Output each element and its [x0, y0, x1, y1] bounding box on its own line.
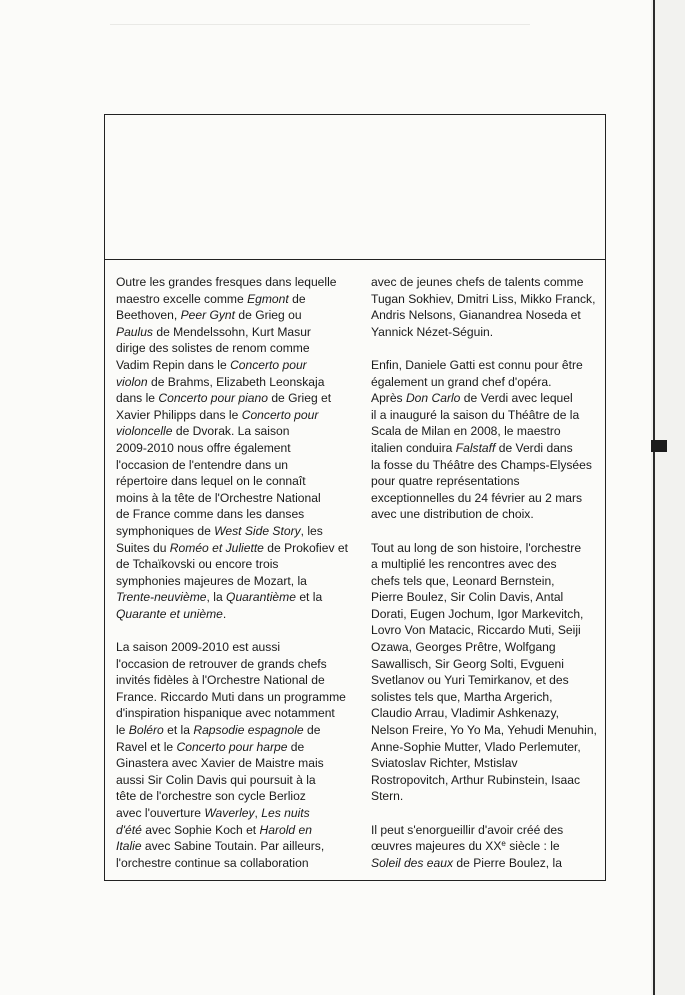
- text-run: invités fidèles à l'Orchestre National de: [116, 673, 325, 688]
- text-run: Italie: [116, 839, 142, 854]
- text-run: Beethoven,: [116, 308, 181, 323]
- paragraph: [116, 639, 353, 871]
- text-run: Lovro Von Matacic, Riccardo Muti, Seiji: [371, 623, 581, 638]
- text-run: de Verdi dans: [495, 440, 573, 455]
- text-run: Suites du: [116, 540, 170, 555]
- text-run: Ginastera avec Xavier de Maistre mais: [116, 756, 324, 771]
- text-run: il a inauguré la saison du Théâtre de la: [371, 407, 580, 422]
- text-run: Xavier Philipps dans le: [116, 407, 242, 422]
- text-run: moins à la tête de l'Orchestre National: [116, 490, 321, 505]
- text-run: , les: [300, 523, 323, 538]
- text-run: Andris Nelsons, Gianandrea Noseda et: [371, 308, 581, 323]
- text-run: Quarante et unième: [116, 606, 223, 621]
- text-run: Stern.: [371, 789, 404, 804]
- text-run: Scala de Milan en 2008, le maestro: [371, 424, 561, 439]
- text-run: aussi Sir Colin Davis qui poursuit à la: [116, 772, 316, 787]
- text-run: de Tchaïkovski ou encore trois: [116, 557, 279, 572]
- text-run: Harold en: [259, 822, 312, 837]
- text-run: Anne-Sophie Mutter, Vlado Perlemuter,: [371, 739, 581, 754]
- paragraph: [116, 274, 353, 622]
- text-run: France. Riccardo Muti dans un programme: [116, 689, 346, 704]
- text-run: le: [116, 723, 129, 738]
- text-run: avec Sophie Koch et: [141, 822, 260, 837]
- empty-image-area: [105, 115, 605, 260]
- text-run: Waverley: [204, 806, 255, 820]
- left-column: [116, 274, 353, 871]
- text-run: avec l'ouverture: [116, 806, 205, 820]
- text-run: et la: [295, 590, 323, 605]
- text-run: Concerto pour piano: [158, 391, 268, 406]
- text-run: Roméo et Juliette: [169, 540, 264, 555]
- text-run: a multiplié les rencontres avec des: [371, 557, 557, 572]
- text-run: West Side Story: [214, 523, 301, 538]
- paragraph: [371, 822, 604, 872]
- text-run: l'orchestre continue sa collaboration: [116, 855, 309, 870]
- text-run: Quarantième: [226, 590, 296, 605]
- text-run: siècle : le: [505, 839, 560, 854]
- text-run: ,: [254, 806, 262, 820]
- text-run: chefs tels que, Leonard Bernstein,: [371, 573, 555, 588]
- text-run: de Grieg ou: [235, 308, 302, 323]
- text-run: de Dvorak. La saison: [172, 424, 290, 439]
- text-run: de Mendelssohn, Kurt Masur: [152, 324, 311, 339]
- text-run: avec une distribution de choix.: [371, 507, 534, 522]
- text-run: Peer Gynt: [180, 308, 236, 323]
- text-run: exceptionnelles du 24 février au 2 mars: [371, 490, 583, 505]
- text-run: 2009-2010 nous offre également: [116, 440, 291, 455]
- text-run: Enfin, Daniele Gatti est connu pour être: [371, 357, 583, 372]
- text-run: de Grieg et: [267, 391, 332, 406]
- paragraph: [371, 274, 604, 340]
- text-run: Paulus: [116, 324, 153, 339]
- text-run: Ozawa, Georges Prêtre, Wolfgang: [371, 640, 556, 655]
- text-run: Egmont: [247, 291, 289, 306]
- text-run: Il peut s'enorgueillir d'avoir créé des: [371, 822, 564, 837]
- text-run: Après: [371, 391, 406, 406]
- content-frame: [104, 114, 606, 881]
- text-run: dans le: [116, 391, 159, 406]
- text-run: Concerto pour harpe: [176, 739, 288, 754]
- text-run: de: [303, 723, 321, 738]
- paragraph: [371, 540, 604, 806]
- text-run: Falstaff: [455, 440, 496, 455]
- text-run: Pierre Boulez, Sir Colin Davis, Antal: [371, 590, 564, 605]
- text-run: Don Carlo: [405, 391, 461, 406]
- text-run: Boléro: [128, 723, 164, 738]
- right-column: [371, 274, 604, 871]
- text-run: le maestro excelle comme: [116, 275, 337, 306]
- text-run: Sawallisch, Sir Georg Solti, Evgueni: [371, 656, 564, 671]
- text-run: Soleil des eaux: [371, 855, 454, 870]
- text-run: .: [222, 606, 227, 621]
- text-run: de Brahms, Elizabeth Leonskaja: [147, 374, 325, 389]
- text-run: avec de jeunes chefs de talents comme: [371, 275, 584, 289]
- text-run: également un grand chef d'opéra.: [371, 374, 552, 389]
- text-run: solistes tels que, Martha Argerich,: [371, 689, 553, 704]
- text-run: Claudio Arrau, Vladimir Ashkenazy,: [371, 706, 559, 721]
- text-run: avec Sabine Toutain. Par ailleurs,: [141, 839, 325, 854]
- text-run: dirige des solistes de renom comme: [116, 341, 310, 356]
- page-edge-mark: [651, 440, 667, 452]
- show-through-text: [110, 0, 530, 25]
- text-run: italien conduira: [371, 440, 456, 455]
- text-run: Svetlanov ou Yuri Temirkanov, et des: [371, 673, 569, 688]
- text-run: tête de l'orchestre son cycle Berlioz: [116, 789, 306, 804]
- text-run: symphoniques de: [116, 523, 215, 538]
- text-run: de France comme dans les danses: [116, 507, 305, 522]
- text-run: Yannick Nézet-Séguin.: [371, 324, 494, 339]
- text-run: , la: [206, 590, 227, 605]
- text-run: de: [287, 739, 305, 754]
- text-run: symphonies majeures de Mozart, la: [116, 573, 307, 588]
- text-run: de Verdi avec lequel: [460, 391, 573, 406]
- text-run: pour quatre représentations: [371, 474, 520, 489]
- text-run: de Pierre Boulez, la: [453, 855, 562, 870]
- text-run: violoncelle: [116, 424, 173, 439]
- text-run: Les nuits: [261, 806, 310, 820]
- text-run: Tout au long de son histoire, l'orchestre: [371, 540, 582, 555]
- text-run: Concerto pour: [230, 357, 307, 372]
- text-run: et la: [163, 723, 194, 738]
- text-run: d'été: [116, 822, 142, 837]
- text-run: la fosse du Théâtre des Champs-Elysées: [371, 457, 592, 472]
- text-run: Sviatoslav Richter, Mstislav: [371, 756, 518, 771]
- paragraph: [371, 357, 604, 523]
- text-run: Trente-neuvième: [116, 590, 207, 605]
- text-run: Dorati, Eugen Jochum, Igor Markevitch,: [371, 606, 584, 621]
- page-edge-line: [653, 0, 655, 995]
- text-run: Nelson Freire, Yo Yo Ma, Yehudi Menuhin,: [371, 723, 597, 738]
- text-run: La saison 2009-2010 est aussi: [116, 640, 281, 655]
- text-run: répertoire dans lequel on le connaît: [116, 474, 306, 489]
- text-run: l'occasion de retrouver de grands chefs: [116, 656, 327, 671]
- page-edge: [651, 0, 685, 995]
- text-run: e: [501, 839, 506, 849]
- text-run: l'occasion de l'entendre dans un: [116, 457, 289, 472]
- text-run: Outre les grandes fresques dans lequel: [116, 275, 328, 289]
- text-run: de: [288, 291, 306, 306]
- text-run: Ravel et le: [116, 739, 177, 754]
- text-run: violon: [116, 374, 148, 389]
- text-run: œuvres majeures du XX: [371, 839, 502, 854]
- text-run: Vadim Repin dans le: [116, 357, 231, 372]
- text-run: d'inspiration hispanique avec notamment: [116, 706, 335, 721]
- text-run: Concerto pour: [241, 407, 319, 422]
- text-run: Tugan Sokhiev, Dmitri Liss, Mikko Franck,: [371, 291, 596, 306]
- text-run: Rostropovitch, Arthur Rubinstein, Isaac: [371, 772, 581, 787]
- text-run: Rapsodie espagnole: [193, 723, 304, 738]
- text-run: de Prokofiev et: [263, 540, 348, 555]
